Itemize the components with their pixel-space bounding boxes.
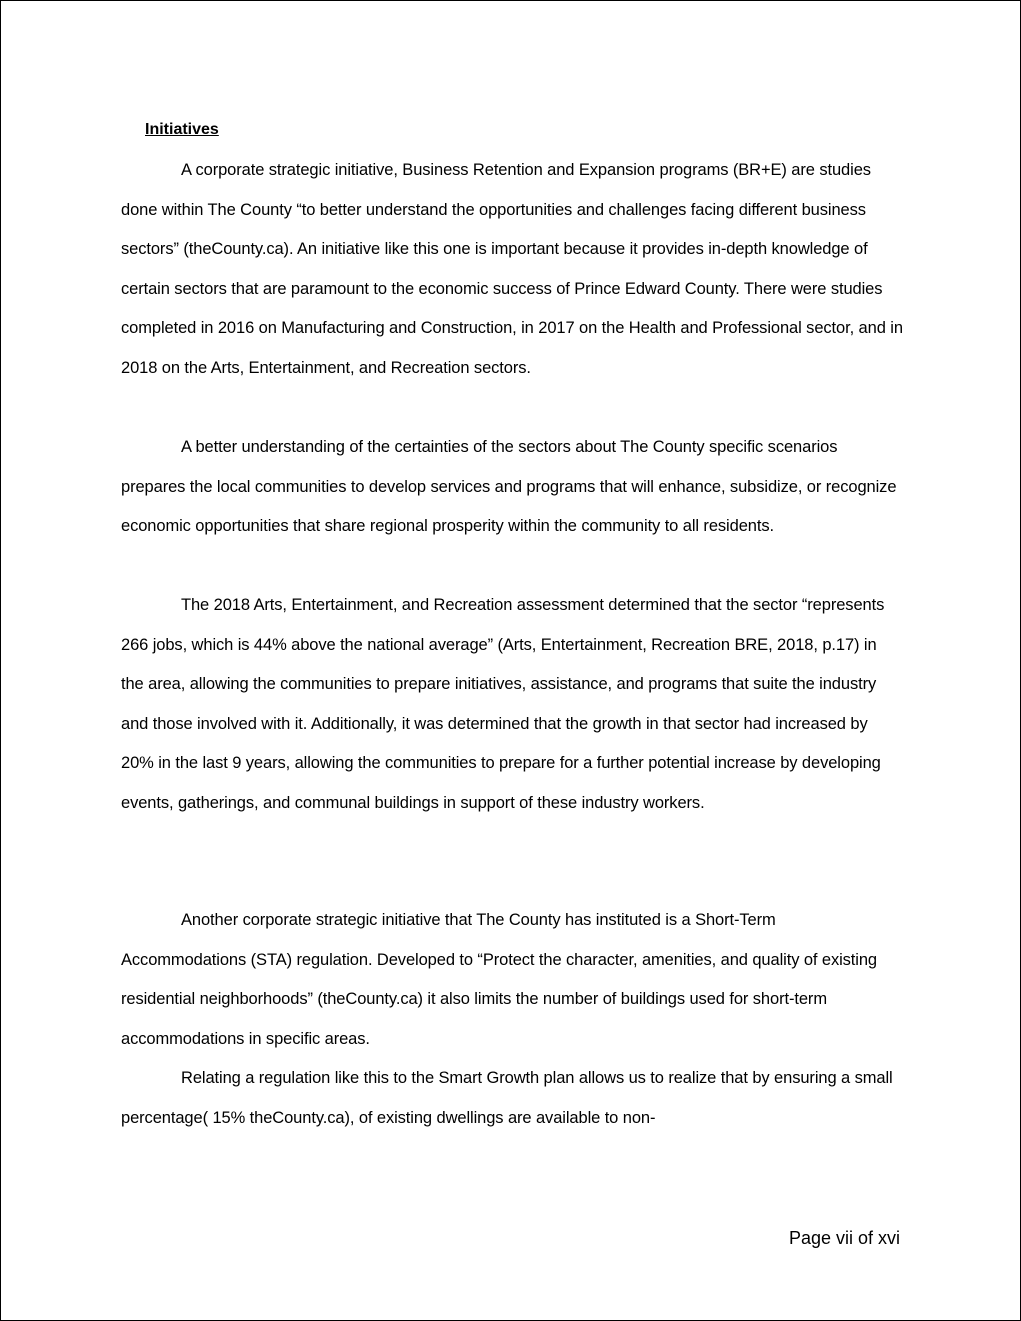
paragraph-sta-regulation: Another corporate strategic initiative that The County has instituted is a Short-Term Accommodations (STA) regulation. Developed to “Protect the character, amenities, and quality of existing residential neighborhoods” (theCounty.ca) it also limits the number of buildings used for short-term accommodations in specific areas. — [121, 911, 878, 1048]
paragraph-sector-understanding: A better understanding of the certainties of the sectors about The County specific scenarios prepares the local communities to develop services and programs that will enhance, subsidize, or recognize economic opportunities that share regional prosperity within the community to all residents. — [121, 438, 897, 536]
page-number: Page vii of xvi — [788, 1228, 900, 1248]
paragraph-arts-assessment: The 2018 Arts, Entertainment, and Recreation assessment determined that the sector “represents 266 jobs, which is 44% above the national average” (Arts, Entertainment, Recreation BRE, 2018, p.17) in the area, allowing the communities to prepare initiatives, assistance, and programs that suite the industry and those involved with it. Additionally, it was determined that the growth in that sector had increased by 20% in the last 9 years, allowing the communities to prepare for a further potential increase by developing events, gatherings, and communal buildings in support of these industry workers. — [121, 596, 885, 812]
section-heading: Initiatives — [145, 121, 219, 138]
paragraph-br-e-initiative: A corporate strategic initiative, Business Retention and Expansion programs (BR+E) are studies done within The County “to better understand the opportunities and challenges facing different business sectors” (theCounty.ca). An initiative like this one is important because it provides in-depth knowledge of certain sectors that are paramount to the economic success of Prince Edward County. There were studies completed in 2016 on Manufacturing and Construction, in 2017 on the Health and Professional sector, and in 2018 on the Arts, Entertainment, and Recreation sectors. — [121, 161, 903, 377]
paragraph-smart-growth: Relating a regulation like this to the Smart Growth plan allows us to realize that by ensuring a small percentage( 15% theCounty.ca), of existing dwellings are available to non- — [121, 1069, 893, 1127]
